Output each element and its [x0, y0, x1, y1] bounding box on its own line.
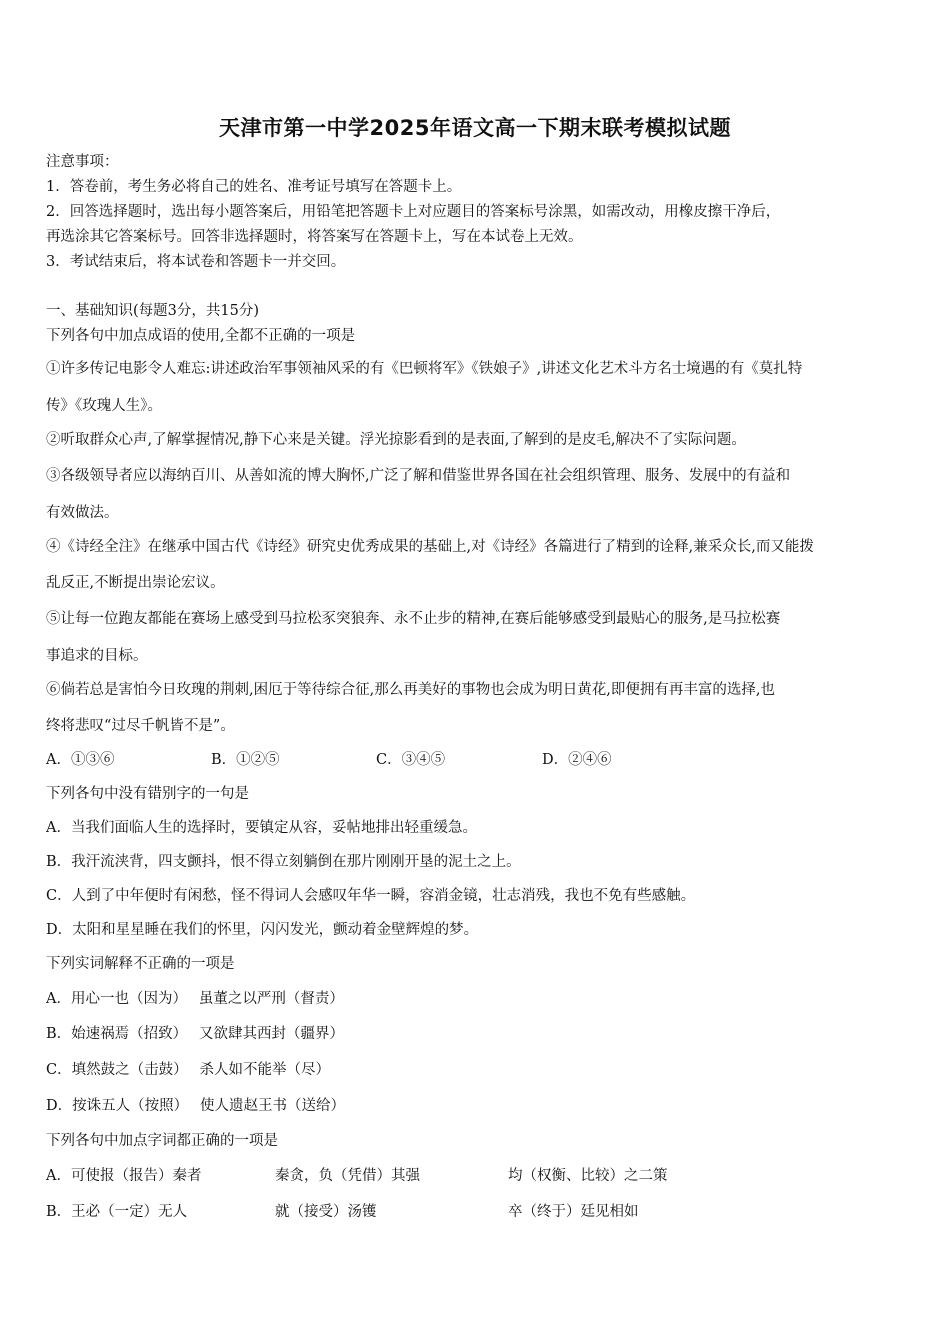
option-b-part: 就（接受）汤镬	[275, 1204, 377, 1220]
question-1-line: ①许多传记电影令人难忘:讲述政治军事领袖风采的有《巴顿将军》《铁娘子》,讲述文化艺术斗方名士境遇的有《莫扎特	[46, 361, 803, 377]
question-3-stem: 下列实词解释不正确的一项是	[46, 956, 235, 972]
option-a: A．当我们面临人生的选择时，要镇定从容，妥帖地排出轻重缓急。	[46, 820, 477, 836]
notice-item: 2．回答选择题时，选出每小题答案后，用铅笔把答题卡上对应题目的答案标号涂黑，如需改动，用橡皮擦干净后，	[46, 204, 781, 220]
option-a-part: 均（权衡、比较）之二策	[508, 1168, 668, 1184]
question-1-line: ⑤让每一位跑友都能在赛场上感受到马拉松豕突狼奔、永不止步的精神,在赛后能够感受到最贴心的服务,是马拉松赛	[46, 611, 781, 627]
option-c: C．填然鼓之（击鼓） 杀人如不能举（尽）	[46, 1062, 330, 1078]
notice-item: 再选涂其它答案标号。回答非选择题时，将答案写在答题卡上，写在本试卷上无效。	[46, 229, 583, 245]
question-1-line: 事追求的目标。	[46, 648, 148, 664]
question-2-stem: 下列各句中没有错别字的一句是	[46, 786, 249, 802]
option-d: D．②④⑥	[542, 752, 612, 768]
option-b: B．①②⑤	[211, 752, 280, 768]
option-a: A．①③⑥	[46, 752, 115, 768]
question-1-line: 终将悲叹“过尽千帆皆不是”。	[46, 718, 235, 734]
question-4-stem: 下列各句中加点字词都正确的一项是	[46, 1133, 278, 1149]
page-title: 天津市第一中学2025年语文高一下期末联考模拟试题	[219, 116, 731, 140]
question-1-line: ④《诗经全注》在继承中国古代《诗经》研究史优秀成果的基础上,对《诗经》各篇进行了精到的诠释,兼采众长,而又能拨	[46, 539, 814, 555]
question-1-line: 传》《玫瑰人生》。	[46, 398, 162, 414]
notice-item: 1．答卷前，考生务必将自己的姓名、准考证号填写在答题卡上。	[46, 179, 462, 195]
option-a: A．用心一也（因为） 虽董之以严刑（督责）	[46, 991, 344, 1007]
option-b: B．始速祸焉（招致） 又欲肆其西封（疆界）	[46, 1026, 345, 1042]
question-1-line: 乱反正,不断提出崇论宏议。	[46, 575, 225, 591]
question-1-line: ③各级领导者应以海纳百川、从善如流的博大胸怀,广泛了解和借鉴世界各国在社会组织管理、服务、发展中的有益和	[46, 468, 791, 484]
question-1-line: ②听取群众心声,了解掌握情况,静下心来是关键。浮光掠影看到的是表面,了解到的是皮毛,解决不了实际问题。	[46, 432, 746, 448]
option-b-part: 卒（终于）廷见相如	[508, 1204, 639, 1220]
question-1-line: ⑥倘若总是害怕今日玫瑰的荆刺,困厄于等待综合征,那么再美好的事物也会成为明日黄花,即便拥有再丰富的选择,也	[46, 682, 775, 698]
option-a-part: 秦贪，负（凭借）其强	[275, 1168, 420, 1184]
section-heading: 一、基础知识(每题3分，共15分)	[46, 303, 259, 319]
option-d: D．按诛五人（按照） 使人遗赵王书（送给）	[46, 1098, 345, 1114]
option-c: C．③④⑤	[376, 752, 446, 768]
option-c: C．人到了中年便时有闲愁，怪不得词人会感叹年华一瞬，容消金镜，壮志消残，我也不免有些感触。	[46, 888, 696, 904]
question-1-stem: 下列各句中加点成语的使用,全都不正确的一项是	[46, 328, 356, 344]
option-a-part: A．可使报（报告）秦者	[46, 1168, 202, 1184]
notice-item: 3．考试结束后，将本试卷和答题卡一并交回。	[46, 254, 346, 270]
option-b-part: B．王必（一定）无人	[46, 1204, 188, 1220]
notice-heading: 注意事项：	[46, 154, 119, 170]
option-d: D．太阳和星星睡在我们的怀里，闪闪发光，颤动着金壁辉煌的梦。	[46, 922, 479, 938]
question-1-line: 有效做法。	[46, 505, 119, 521]
option-b: B．我汗流浃背，四支颤抖，恨不得立刻躺倒在那片刚刚开垦的泥土之上。	[46, 854, 521, 870]
